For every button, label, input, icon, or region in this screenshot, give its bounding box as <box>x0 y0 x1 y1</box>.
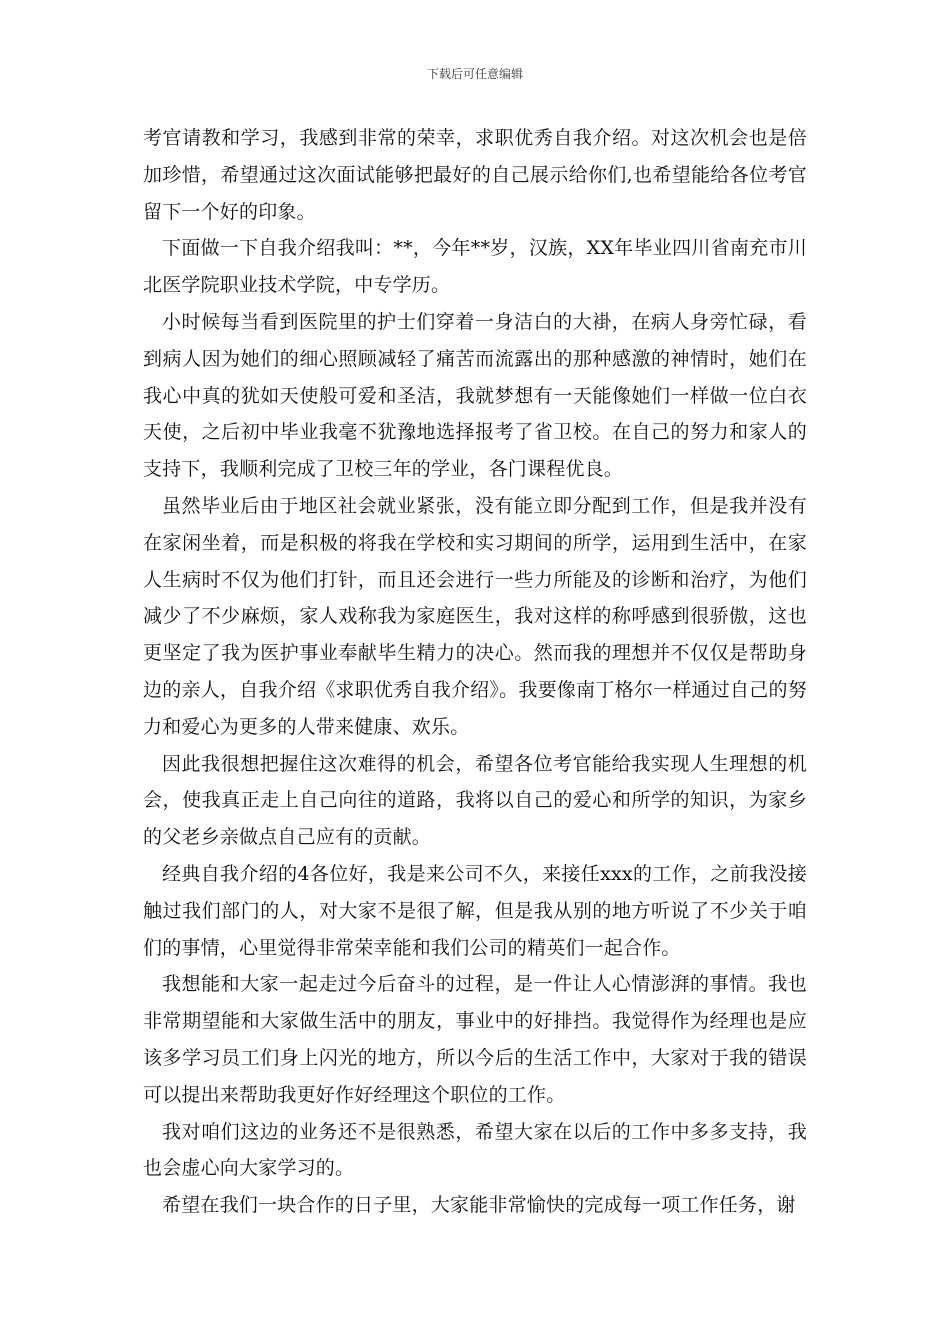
document-body <box>143 120 807 1224</box>
page-header: 下载后可任意编辑 <box>426 67 523 81</box>
paragraph: 我想能和大家一起走过今后奋斗的过程，是一件让人心情澎湃的事情。我也非常期望能和大家做生活中的朋友，事业中的好排挡。我觉得作为经理也是应该多学习员工们身上闪光的地方，所以今后的生活工作中，大家对于我的错误可以提出来帮助我更好作好经理这个职位的工作。 <box>143 973 807 1106</box>
paragraph: 下面做一下自我介绍我叫：**，今年**岁，汉族，XX年毕业四川省南充市川北医学院职业技术学院，中专学历。 <box>143 237 807 297</box>
paragraph: 小时候每当看到医院里的护士们穿着一身洁白的大褂，在病人身旁忙碌，看到病人因为她们的细心照顾减轻了痛苦而流露出的那种感激的神情时，她们在我心中真的犹如天使般可爱和圣洁，我就梦想有一天能像她们一样做一位白衣天使，之后初中毕业我毫不犹豫地选择报考了省卫校。在自己的努力和家人的支持下，我顺利完成了卫校三年的学业，各门课程优良。 <box>143 310 807 481</box>
paragraph: 经典自我介绍的4各位好，我是来公司不久，来接任xxx的工作，之前我没接触过我们部门的人，对大家不是很了解，但是我从别的地方听说了不少关于咱们的事情，心里觉得非常荣幸能和我们公司的精英们一起合作。 <box>143 862 807 959</box>
paragraph: 我对咱们这边的业务还不是很熟悉，希望大家在以后的工作中多多支持，我也会虚心向大家学习的。 <box>143 1120 807 1180</box>
paragraph: 考官请教和学习，我感到非常的荣幸，求职优秀自我介绍。对这次机会也是倍加珍惜，希望通过这次面试能够把最好的自己展示给你们,也希望能给各位考官留下一个好的印象。 <box>143 127 807 223</box>
paragraph: 希望在我们一块合作的日子里，大家能非常愉快的完成每一项工作任务，谢 <box>162 1194 796 1217</box>
paragraph: 因此我很想把握住这次难得的机会，希望各位考官能给我实现人生理想的机会，使我真正走上自己向往的道路，我将以自己的爱心和所学的知识，为家乡的父老乡亲做点自己应有的贡献。 <box>143 752 807 849</box>
paragraph: 虽然毕业后由于地区社会就业紧张，没有能立即分配到工作，但是我并没有在家闲坐着，而是积极的将我在学校和实习期间的所学，运用到生活中，在家人生病时不仅为他们打针，而且还会进行一些力所能及的诊断和治疗，为他们减少了不少麻烦，家人戏称我为家庭医生，我对这样的称呼感到很骄傲，这也更坚定了我为医护事业奉献毕生精力的决心。然而我的理想并不仅仅是帮助身边的亲人，自我介绍《求职优秀自我介绍》。我要像南丁格尔一样通过自己的努力和爱心为更多的人带来健康、欢乐。 <box>143 494 807 738</box>
